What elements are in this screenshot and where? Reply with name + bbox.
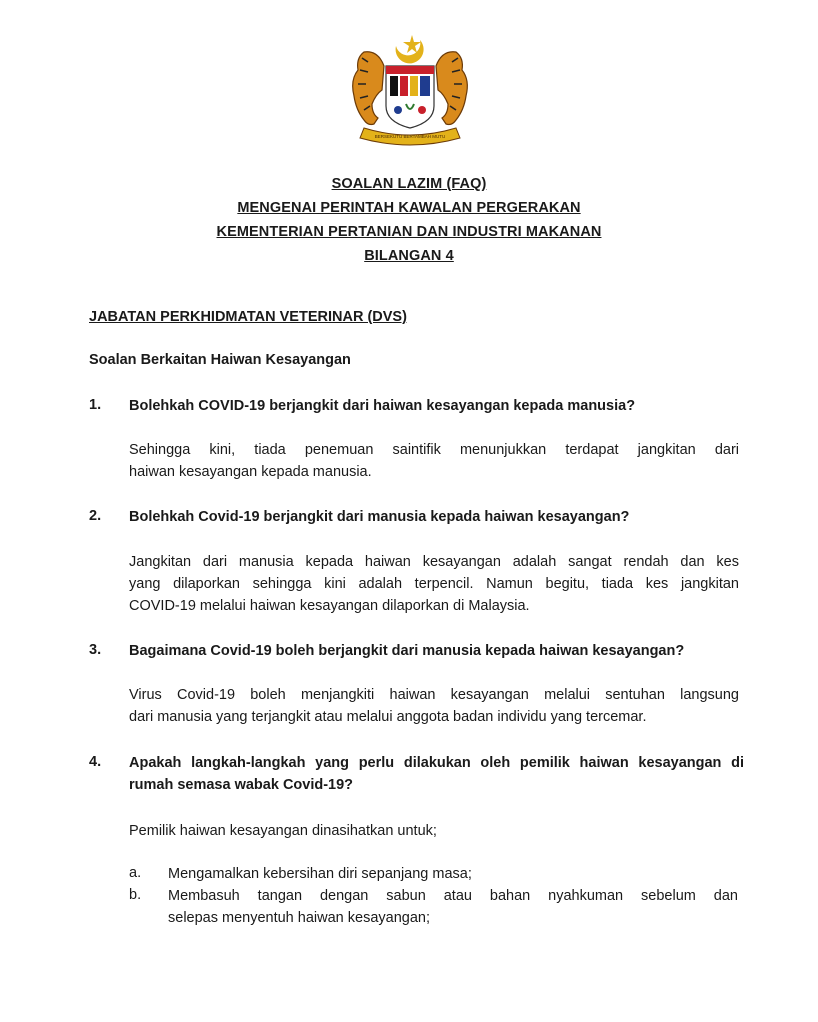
answer-text bbox=[129, 439, 739, 483]
question-line: Bolehkah Covid-19 berjangkit dari manusia kepada haiwan kesayangan? bbox=[129, 509, 630, 525]
question-number: 1. bbox=[89, 397, 102, 413]
header-title-line-2: MENGENAI PERINTAH KAWALAN PERGERAKAN bbox=[237, 200, 581, 216]
question-number: 4. bbox=[89, 754, 102, 770]
header-title-line-1: SOALAN LAZIM (FAQ) bbox=[331, 176, 487, 192]
question-line: Bagaimana Covid-19 boleh berjangkit dari manusia kepada haiwan kesayangan? bbox=[129, 643, 685, 659]
answer-line: Sehingga kini, tiada penemuan saintifik menunjukkan terdapat jangkitan dari bbox=[129, 442, 739, 458]
malaysia-coat-of-arms-emblem bbox=[334, 32, 486, 154]
question-number: 3. bbox=[89, 642, 102, 658]
question-text bbox=[129, 506, 744, 528]
question-number: 2. bbox=[89, 508, 102, 524]
list-item-line: Mengamalkan kebersihan diri sepanjang masa; bbox=[168, 866, 472, 882]
answer-line: haiwan kesayangan kepada manusia. bbox=[129, 464, 372, 480]
answer-line: yang dilaporkan sehingga kini adalah terpencil. Namun begitu, tiada kes jangkitan bbox=[129, 576, 739, 592]
question-line: Bolehkah COVID-19 berjangkit dari haiwan kesayangan kepada manusia? bbox=[129, 398, 636, 414]
list-item-line: selepas menyentuh haiwan kesayangan; bbox=[168, 910, 430, 926]
list-item-text bbox=[168, 885, 738, 929]
header-title-line-4: BILANGAN 4 bbox=[364, 248, 454, 264]
question-text bbox=[129, 752, 744, 796]
answer-line: COVID-19 melalui haiwan kesayangan dilaporkan di Malaysia. bbox=[129, 598, 530, 614]
list-item-letter: a. bbox=[129, 865, 142, 881]
answer-line: Virus Covid-19 boleh menjangkiti haiwan kesayangan melalui sentuhan langsung bbox=[129, 687, 739, 703]
svg-text:BERSEKUTU BERTAMBAH MUTU: BERSEKUTU BERTAMBAH MUTU bbox=[374, 134, 446, 139]
answer-intro: Pemilik haiwan kesayangan dinasihatkan untuk; bbox=[129, 823, 437, 839]
section-title: Soalan Berkaitan Haiwan Kesayangan bbox=[89, 352, 351, 368]
answer-line: Jangkitan dari manusia kepada haiwan kesayangan adalah sangat rendah dan kes bbox=[129, 554, 739, 570]
question-line: rumah semasa wabak Covid-19? bbox=[129, 777, 354, 793]
department-heading: JABATAN PERKHIDMATAN VETERINAR (DVS) bbox=[89, 309, 407, 325]
question-line: Apakah langkah-langkah yang perlu dilakukan oleh pemilik haiwan kesayangan di bbox=[129, 755, 744, 771]
answer-text bbox=[129, 551, 739, 617]
list-item-line: Membasuh tangan dengan sabun atau bahan nyahkuman sebelum dan bbox=[168, 888, 738, 904]
header-title-line-3: KEMENTERIAN PERTANIAN DAN INDUSTRI MAKANAN bbox=[216, 224, 602, 240]
list-item-letter: b. bbox=[129, 887, 142, 903]
answer-text bbox=[129, 684, 739, 728]
question-text bbox=[129, 395, 744, 417]
question-text bbox=[129, 640, 744, 662]
list-item-text bbox=[168, 863, 738, 885]
answer-line: dari manusia yang terjangkit atau melalui anggota badan individu yang tercemar. bbox=[129, 709, 647, 725]
document-header bbox=[0, 172, 818, 268]
